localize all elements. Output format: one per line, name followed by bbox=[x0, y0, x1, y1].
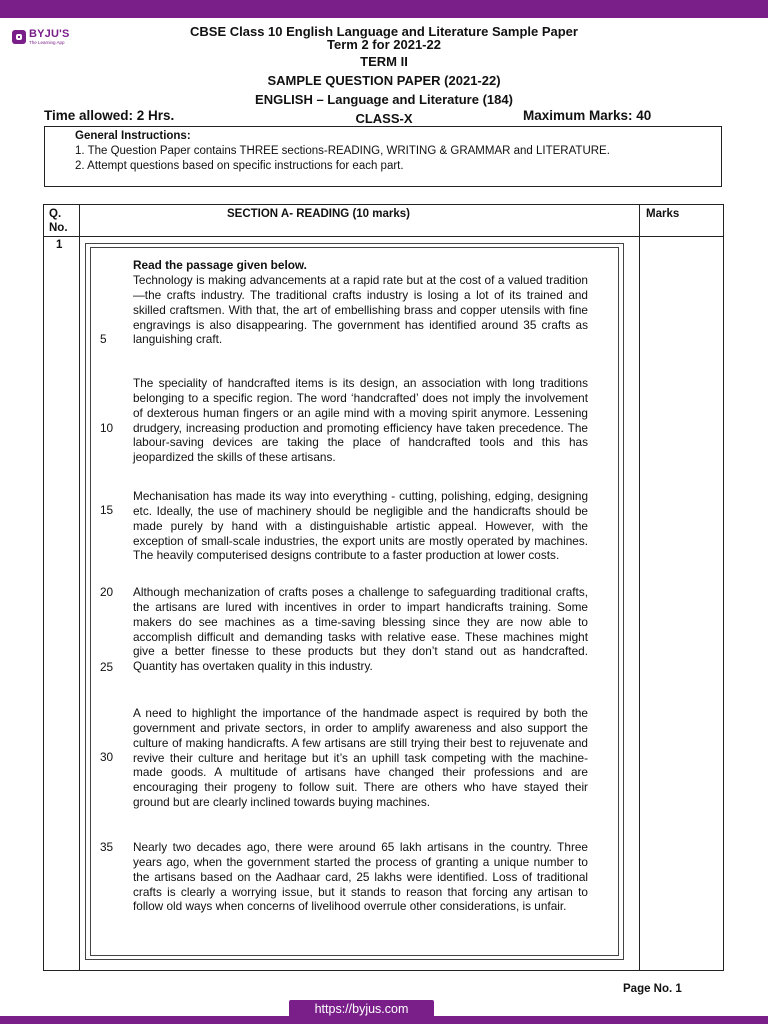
line-number: 5 bbox=[100, 332, 107, 346]
time-allowed: Time allowed: 2 Hrs. bbox=[44, 108, 175, 123]
passage-paragraph-5: A need to highlight the importance of the handmade aspect is required by both the government and private sectors, in order to amplify awareness and also support the culture of making handicrafts. A few artisans are still trying their best to rejuvenate and revive their culture and heritage but it’s an uphill task competing with the machine-made goods. A multitude of artisans have changed their professions and are encouraging their progeny to follow suit. There are others who have stayed their ground but are clearly inclined towards buying machines. bbox=[133, 706, 588, 810]
section-header: SECTION A- READING (10 marks) bbox=[227, 208, 410, 220]
line-number: 25 bbox=[100, 660, 114, 674]
question-number: 1 bbox=[56, 239, 63, 251]
qno-header-2: No. bbox=[49, 222, 68, 234]
sample-paper-heading: SAMPLE QUESTION PAPER (2021-22) bbox=[267, 73, 501, 88]
line-number: 15 bbox=[100, 503, 114, 517]
passage-paragraph-4: Although mechanization of crafts poses a challenge to safeguarding traditional crafts, the artisans are lured with incentives in order to impart handicrafts training. Some makers do see machines as a time-saving blessing since they are now able to accomplish difficult and demanding tasks with relative ease. These machines might give a better finesse to these products but they don’t stand out as handcrafted. Quantity has overtaken quality in this industry. bbox=[133, 585, 588, 674]
top-brand-bar bbox=[0, 0, 768, 18]
instructions-title: General Instructions: bbox=[75, 130, 191, 142]
instruction-item: 1. The Question Paper contains THREE sections-READING, WRITING & GRAMMAR and LITERATURE. bbox=[75, 145, 610, 157]
term-heading: TERM II bbox=[360, 54, 408, 69]
class-heading: CLASS-X bbox=[355, 111, 413, 126]
passage-title: Read the passage given below. bbox=[133, 258, 307, 272]
brand-tagline: The Learning App bbox=[29, 40, 65, 45]
line-number: 10 bbox=[100, 421, 114, 435]
paper-title-line2: Term 2 for 2021-22 bbox=[327, 37, 441, 52]
line-number: 35 bbox=[100, 840, 114, 854]
marks-header: Marks bbox=[646, 208, 680, 220]
page-number: Page No. 1 bbox=[623, 983, 682, 995]
instruction-item: 2. Attempt questions based on specific instructions for each part. bbox=[75, 160, 404, 172]
footer bbox=[0, 1000, 768, 1024]
maximum-marks: Maximum Marks: 40 bbox=[523, 108, 652, 123]
passage-paragraph-1: Technology is making advancements at a rapid rate but at the cost of a valued tradition—the crafts industry. The traditional crafts industry is losing a lot of its trained and skilled craftsmen. With that, the art of embellishing brass and copper utensils with fine engravings is also disappearing. The government has identified around 35 crafts as languishing craft. bbox=[133, 273, 588, 347]
qno-header: Q. bbox=[49, 208, 62, 220]
brand-name: BYJU'S bbox=[29, 28, 70, 40]
website-link[interactable]: https://byjus.com bbox=[289, 1000, 434, 1018]
line-number: 20 bbox=[100, 585, 114, 599]
passage-paragraph-2: The speciality of handcrafted items is its design, an association with long traditions belonging to a specific region. The word ‘handcrafted’ does not imply the involvement of dexterous human fingers or an agile mind with a moving spirit anymore. Lessening drudgery, increasing production and promoting efficiency have taken precedence. The labour-saving devices are taking the place of handcrafted tools and this has jeopardized the skills of these artisans. bbox=[133, 376, 588, 465]
subject-heading: ENGLISH – Language and Literature (184) bbox=[255, 92, 513, 107]
passage-paragraph-6: Nearly two decades ago, there were around 65 lakh artisans in the country. Three years ago, when the government started the process of granting a unique number to the artisans based on the Aadhaar card, 25 lakhs were identified. Loss of traditional crafts is clearly a worrying issue, but it stands to reason that forcing any artisan to follow old ways when concerns of livelihood overrule other considerations, is unfair. bbox=[133, 840, 588, 914]
passage-paragraph-3: Mechanisation has made its way into everything - cutting, polishing, edging, designing etc. Ideally, the use of machinery should be negligible and the handicrafts should be made purely by hand with a distinguishable artistic appeal. However, with the exception of small-scale industries, the export units are mostly operated by machines. The heavily computerised designs contribute to a faster production at lower costs. bbox=[133, 489, 588, 563]
paper-title-line1: CBSE Class 10 English Language and Literature Sample Paper bbox=[190, 24, 578, 39]
general-instructions-box bbox=[44, 126, 722, 187]
line-number: 30 bbox=[100, 750, 114, 764]
